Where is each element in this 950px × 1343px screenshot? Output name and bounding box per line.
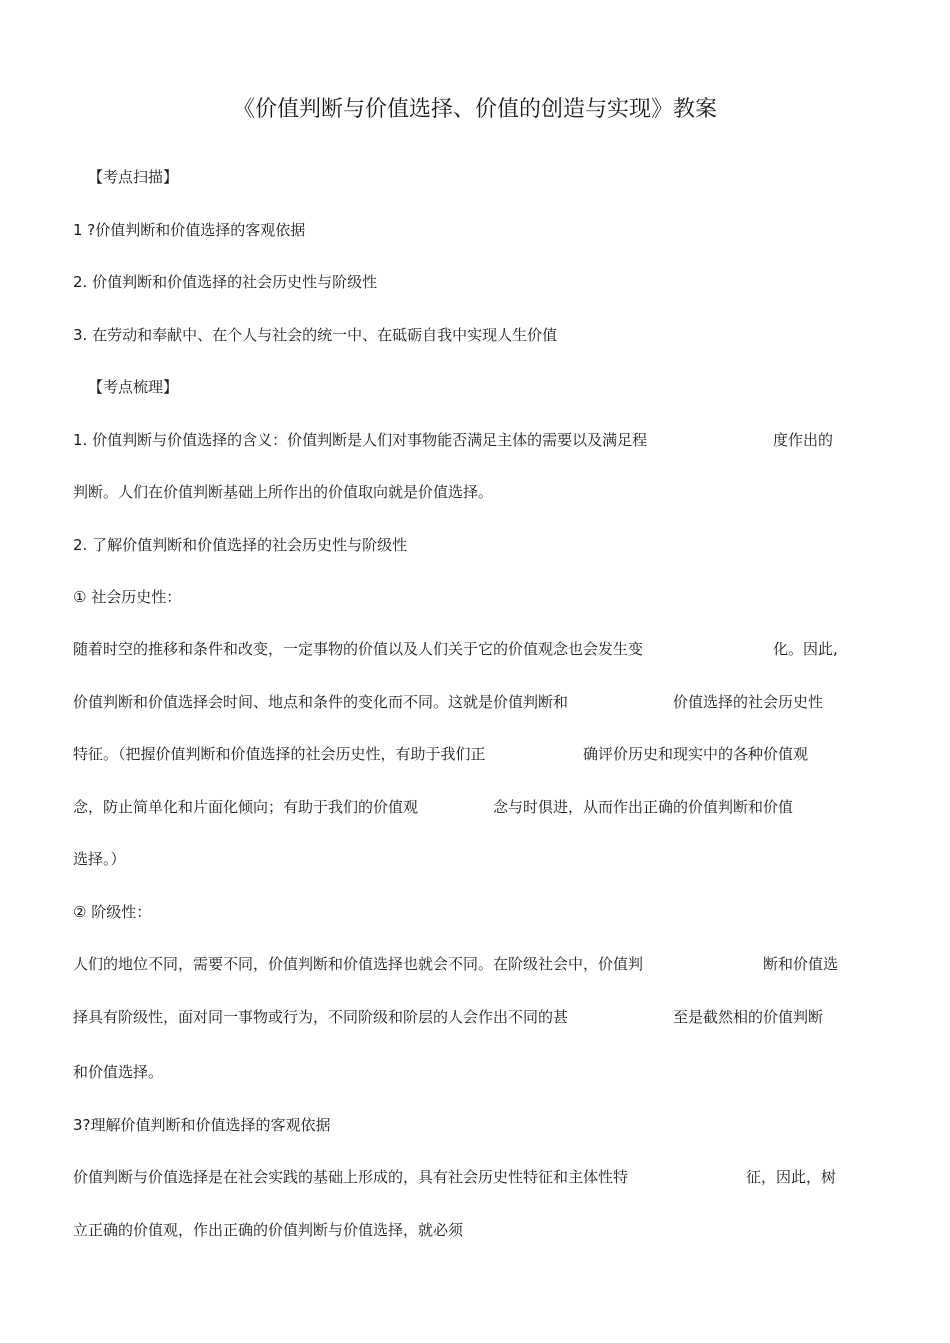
scan-heading: 【考点扫描】 xyxy=(88,168,179,186)
subsection-1-line-3-right: 确评价历史和现实中的各种价值观 xyxy=(583,745,809,763)
paragraph-3-line-2: 立正确的价值观，作出正确的价值判断与价值选择，就必须 xyxy=(73,1221,464,1239)
scan-item-1: 1 ?价值判断和价值选择的客观依据 xyxy=(73,221,306,239)
subsection-1-line-5: 选择。） xyxy=(73,850,126,868)
subsection-1-line-4-left: 念，防止简单化和片面化倾向；有助于我们的价值观 xyxy=(73,798,419,816)
paragraph-3-line-1-left: 价值判断与价值选择是在社会实践的基础上形成的，具有社会历史性特征和主体性特 xyxy=(73,1168,629,1186)
subsection-1-line-4-right: 念与时俱进，从而作出正确的价值判断和价值 xyxy=(493,798,794,816)
paragraph-3-heading: 3?理解价值判断和价值选择的客观依据 xyxy=(73,1116,331,1134)
paragraph-1-line-1-left: 1. 价值判断与价值选择的含义：价值判断是人们对事物能否满足主体的需要以及满足程 xyxy=(73,431,648,449)
subsection-2-line-1-left: 人们的地位不同，需要不同，价值判断和价值选择也就会不同。在阶级社会中，价值判 xyxy=(73,955,644,973)
sort-heading: 【考点梳理】 xyxy=(88,378,179,396)
subsection-1-heading: ① 社会历史性： xyxy=(73,588,182,606)
subsection-2-line-1-right: 断和价值选 xyxy=(763,955,839,973)
subsection-1-line-2-left: 价值判断和价值选择会时间、地点和条件的变化而不同。这就是价值判断和 xyxy=(73,693,569,711)
subsection-2-line-2-left: 择具有阶级性，面对同一事物或行为，不同阶级和阶层的人会作出不同的甚 xyxy=(73,1008,569,1026)
scan-item-3: 3. 在劳动和奉献中、在个人与社会的统一中、在砥砺自我中实现人生价值 xyxy=(73,326,558,344)
paragraph-1-line-2: 判断。人们在价值判断基础上所作出的价值取向就是价值选择。 xyxy=(73,483,494,501)
subsection-1-line-3-left: 特征。（把握价值判断和价值选择的社会历史性，有助于我们正 xyxy=(73,745,486,763)
subsection-2-line-2-right: 至是截然相的价值判断 xyxy=(673,1008,824,1026)
document-title: 《价值判断与价值选择、价值的创造与实现》教案 xyxy=(232,97,717,122)
subsection-1-line-1-right: 化。因此, xyxy=(773,640,838,658)
subsection-1-line-2-right: 价值选择的社会历史性 xyxy=(673,693,824,711)
scan-item-2: 2. 价值判断和价值选择的社会历史性与阶级性 xyxy=(73,273,378,291)
subsection-2-line-3: 和价值选择。 xyxy=(73,1063,164,1081)
subsection-1-line-1-left: 随着时空的推移和条件和改变，一定事物的价值以及人们关于它的价值观念也会发生变 xyxy=(73,640,644,658)
subsection-2-heading: ② 阶级性： xyxy=(73,903,152,921)
paragraph-3-line-1-right: 征，因此，树 xyxy=(746,1168,837,1186)
paragraph-2-heading: 2. 了解价值判断和价值选择的社会历史性与阶级性 xyxy=(73,536,408,554)
paragraph-1-line-1-right: 度作出的 xyxy=(773,431,834,449)
